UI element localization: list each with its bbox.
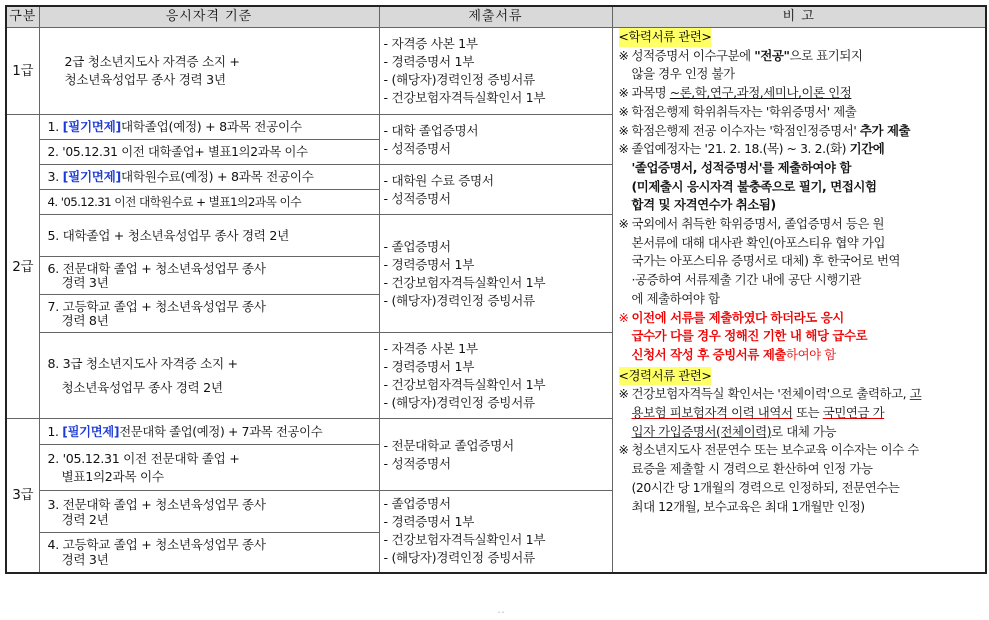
doc-line: - (해당자)경력인정 증빙서류	[383, 72, 535, 87]
grade2-req-6: 6. 전문대학 졸업 + 청소년육성업무 종사 경력 3년	[39, 257, 379, 295]
remark-item: ※ 과목명 ~론,학,연구,과정,세미나,이론 인정	[618, 85, 852, 101]
remark-item: ※ 청소년지도사 전문연수 또는 보수교육 이수자는 이수 수 료증을 제출할 시 경력으로 환산하여 인정 가능 (20시간 당 1개월의 경력으로 인정하되, 전문연수는 최대 12개월, 보수교육은 최대 1개월만 인정)	[618, 442, 919, 514]
grade1-req-line2: 청소년육성업무 종사 경력 3년	[64, 72, 226, 87]
grade2-docs-gradschool	[379, 165, 612, 215]
remark-item: ※ 학점은행제 학위취득자는 '학위증명서' 제출	[618, 103, 857, 119]
header-remarks: 비 고	[612, 6, 986, 28]
grade2-req-4: 4. '05.12.31 이전 대학원수료 + 별표1의2과목 이수	[39, 190, 379, 215]
grade2-req-5: 5. 대학졸업 + 청소년육성업무 종사 경력 2년	[39, 215, 379, 257]
grade2-docs-license	[379, 333, 612, 419]
header-documents: 제출서류	[379, 6, 612, 28]
doc-line: - 건강보험자격득실확인서 1부	[383, 532, 546, 548]
doc-line: - 건강보험자격득실확인서 1부	[383, 274, 546, 290]
grade2-docs-career	[379, 215, 612, 333]
grade2-req-3: 3. [필기면제]대학원수료(예정) + 8과목 전공이수	[39, 165, 379, 190]
grade-2-cell: 2급	[6, 115, 39, 419]
grade3-req-4: 4. 고등학교 졸업 + 청소년육성업무 종사 경력 3년	[39, 533, 379, 573]
grade-3-cell: 3급	[6, 419, 39, 573]
doc-line: - 성적증명서	[383, 455, 451, 471]
grade3-req-3: 3. 전문대학 졸업 + 청소년육성업무 종사 경력 2년	[39, 491, 379, 533]
remark-item: ※ 성적증명서 이수구분에 "전공"으로 표기되지 않을 경우 인정 불가	[618, 47, 863, 82]
remark-item-warning: ※ 이전에 서류를 제출하였다 하더라도 응시 급수가 다를 경우 정해진 기한 내 해당 급수로 신청서 작성 후 증빙서류 제출하여야 함	[618, 309, 868, 362]
doc-line: - 경력증명서 1부	[383, 256, 475, 272]
remark-item: ※ 건강보험자격득실 확인서는 '전체이력'으로 출력하고, 고 용보험 피보험자격 이력 내역서 또는 국민연금 가 입자 가입증명서(전체이력)로 대체 가능	[618, 386, 922, 439]
doc-line: - 대학원 수료 증명서	[383, 172, 494, 188]
grade-1-cell: 1급	[6, 28, 39, 115]
grade3-docs-college	[379, 419, 612, 491]
doc-line: - 건강보험자격득실확인서 1부	[383, 90, 546, 105]
doc-line: - (해당자)경력인정 증빙서류	[383, 292, 535, 308]
education-docs-header: <학력서류 관련>	[619, 28, 712, 47]
header-requirements: 응시자격 기준	[39, 6, 379, 28]
doc-line: - 경력증명서 1부	[383, 358, 475, 374]
grade2-req-2: 2. '05.12.31 이전 대학졸업+ 별표1의2과목 이수	[39, 140, 379, 165]
remark-item: ※ 졸업예정자는 '21. 2. 18.(목) ~ 3. 2.(화) 기간에 '졸업증명서, 성적증명서'를 제출하여야 함 (미제출시 응시자격 불충족으로 필기, 면접시험 합격 및 자격연수가 취소됨)	[618, 141, 885, 213]
doc-line: - 건강보험자격득실확인서 1부	[383, 376, 546, 392]
doc-line: - 전문대학교 졸업증명서	[383, 437, 514, 453]
page-marker: ˙˙	[497, 611, 505, 620]
doc-line: - 성적증명서	[383, 190, 451, 206]
grade1-documents	[379, 28, 612, 115]
grade2-docs-college	[379, 115, 612, 165]
remark-item: ※ 학점은행제 전공 이수자는 '학점인정증명서' 추가 제출	[618, 122, 911, 138]
grade2-req-7: 7. 고등학교 졸업 + 청소년육성업무 종사 경력 8년	[39, 295, 379, 333]
doc-line: - 자격증 사본 1부	[383, 340, 478, 356]
grade3-req-1: 1. [필기면제]전문대학 졸업(예정) + 7과목 전공이수	[39, 419, 379, 445]
doc-line: - 졸업증명서	[383, 496, 451, 512]
grade2-req-8: 8. 3급 청소년지도사 자격증 소지 + 청소년육성업무 종사 경력 2년	[39, 333, 379, 419]
grade3-req-2: 2. '05.12.31 이전 전문대학 졸업 + 별표1의2과목 이수	[39, 445, 379, 491]
doc-line: - 자격증 사본 1부	[383, 36, 478, 51]
doc-line: - (해당자)경력인정 증빙서류	[383, 550, 535, 566]
qualification-table	[5, 5, 987, 574]
grade2-req-1: 1. [필기면제]대학졸업(예정) + 8과목 전공이수	[39, 115, 379, 140]
doc-line: - 경력증명서 1부	[383, 54, 475, 69]
remarks-cell	[612, 28, 986, 573]
doc-line: - 대학 졸업증명서	[383, 122, 479, 138]
grade1-req-line1: 2급 청소년지도사 자격증 소지 +	[64, 54, 240, 69]
doc-line: - (해당자)경력인정 증빙서류	[383, 394, 535, 410]
grade1-requirement	[39, 28, 379, 115]
header-grade: 구분	[6, 6, 39, 28]
doc-line: - 경력증명서 1부	[383, 514, 475, 530]
grade3-docs-career	[379, 491, 612, 573]
career-docs-header: <경력서류 관련>	[619, 367, 712, 386]
doc-line: - 성적증명서	[383, 140, 451, 156]
doc-line: - 졸업증명서	[383, 238, 451, 254]
remark-item: ※ 국외에서 취득한 학위증명서, 졸업증명서 등은 원 본서류에 대해 대사관 확인(아포스티유 협약 가입 국가는 아포스티유 증명서로 대체) 후 한국어로 번역 ·공증하여 서류제출 기간 내에 공단 시행기관 에 제출하여야 함	[618, 216, 901, 306]
